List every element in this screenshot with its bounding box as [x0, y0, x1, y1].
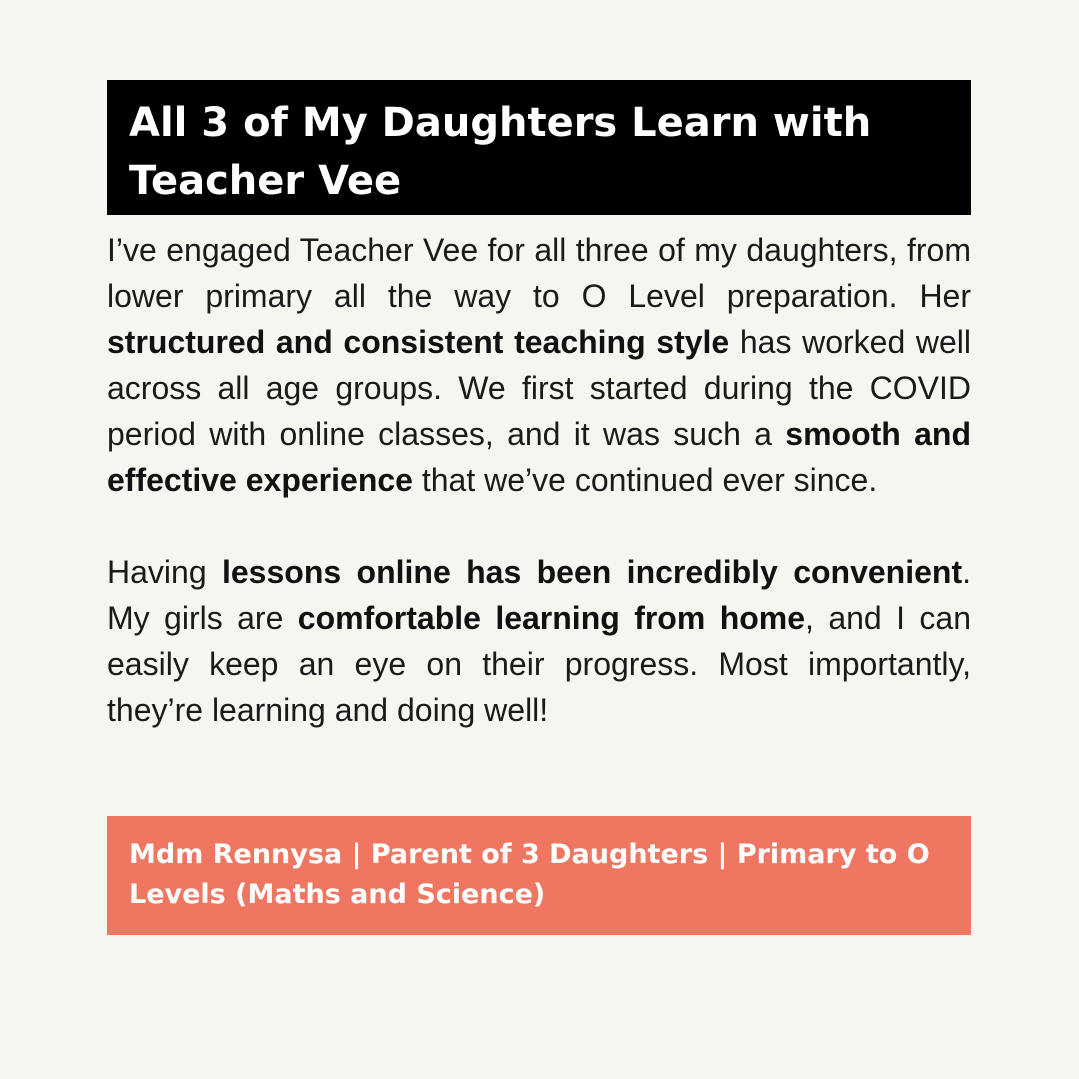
paragraph-1-text-3: that we’ve continued ever since.: [412, 462, 878, 498]
paragraph-2-text-1: Having: [107, 554, 222, 590]
paragraph-1-highlight-2: smooth and effective experience: [107, 416, 972, 498]
paragraph-2-text-3: , and I can easily keep an eye on their progress. Most importantly, they’re learning and doing well!: [107, 600, 972, 728]
paragraph-2-highlight-2: comfortable learning from home: [297, 600, 806, 636]
paragraph-1-text-2: has worked well across all age groups. We first started during the COVID period with online classes, and it was such a: [107, 324, 972, 452]
attribution-banner: [107, 816, 971, 935]
testimonial-paragraph-2: [107, 549, 971, 733]
paragraph-1-highlight-1: structured and consistent teaching style: [107, 324, 730, 360]
paragraph-1-text-1: I’ve engaged Teacher Vee for all three of my daughters, from lower primary all the way to O Level preparation. Her: [107, 232, 971, 314]
paragraph-2-highlight-1: lessons online has been incredibly convenient: [221, 554, 963, 590]
testimonial-title-banner: [107, 80, 971, 215]
paragraph-2-text-2: . My girls are: [107, 554, 972, 636]
testimonial-body: [107, 227, 971, 733]
attribution-text: Mdm Rennysa | Parent of 3 Daughters | Primary to O Levels (Maths and Science): [129, 839, 930, 910]
testimonial-title: All 3 of My Daughters Learn with Teacher Vee: [129, 100, 872, 204]
testimonial-paragraph-1: [107, 227, 971, 503]
